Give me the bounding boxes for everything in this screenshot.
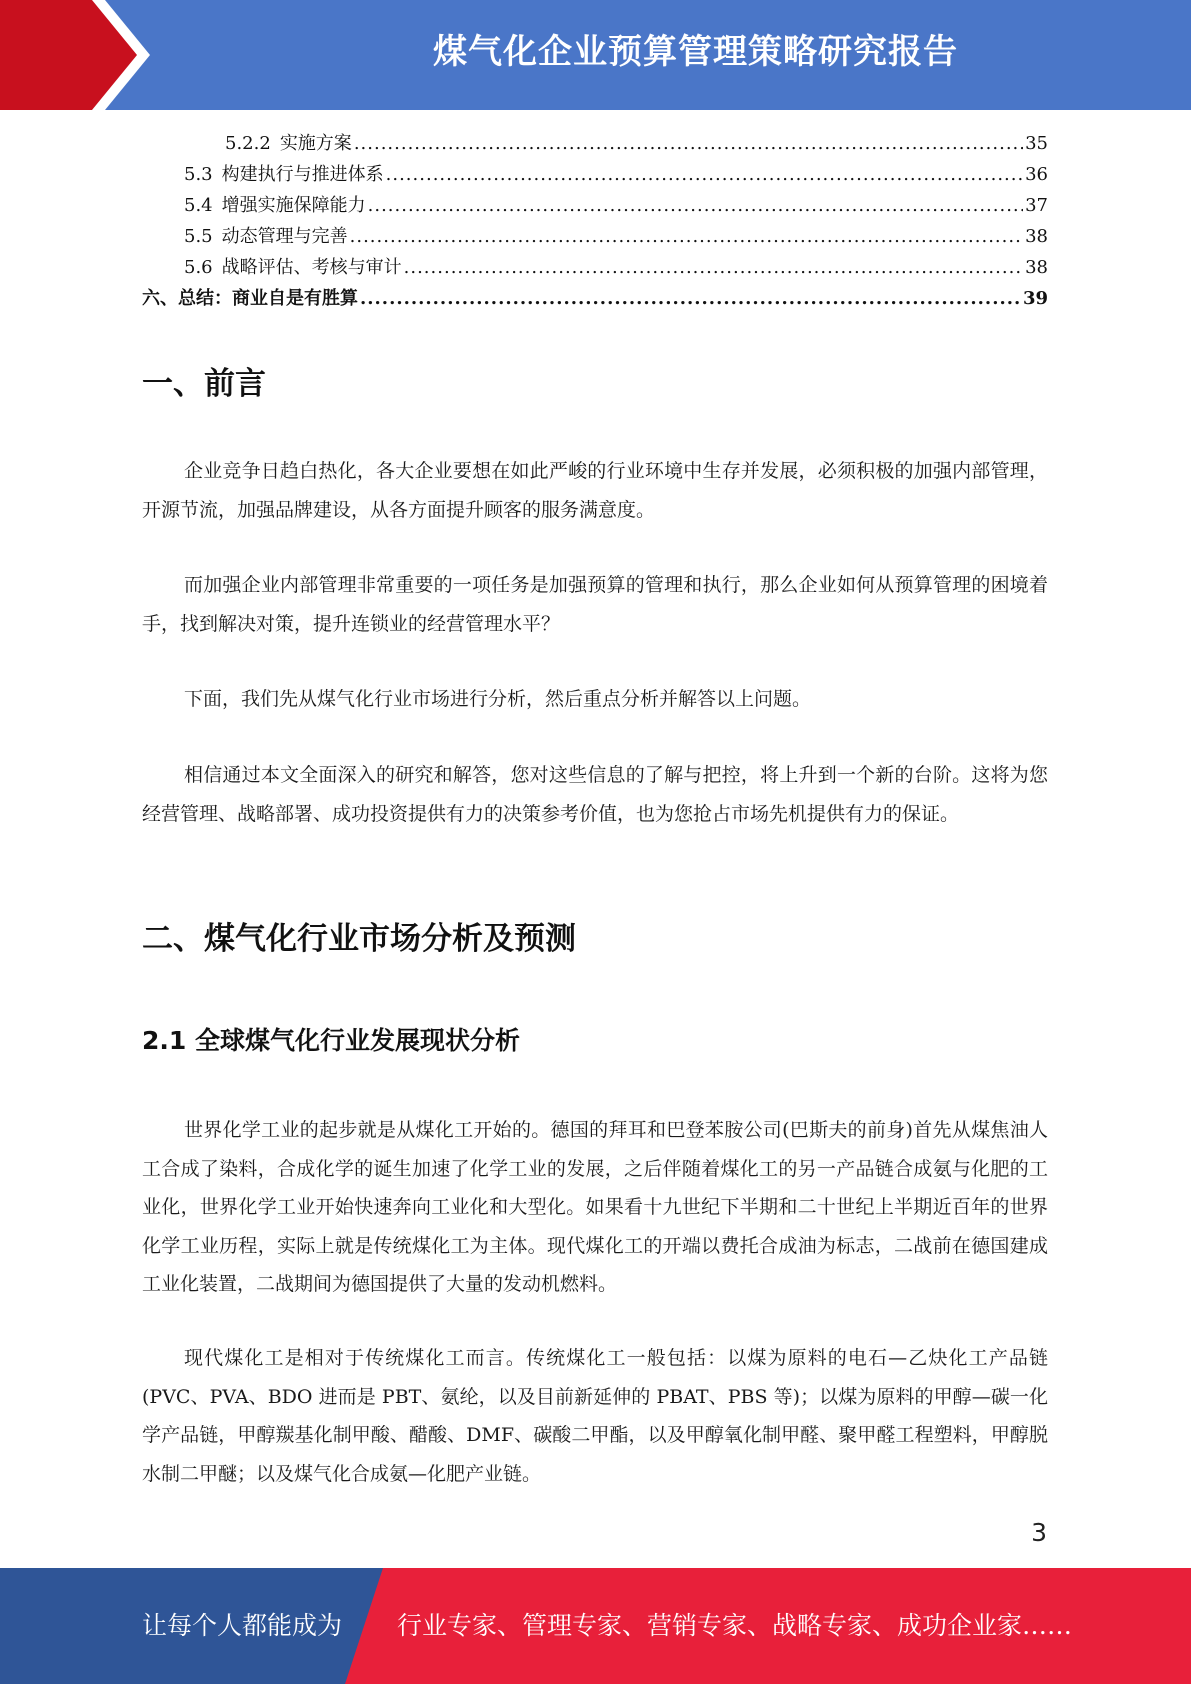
toc-entry-text: 战略评估、考核与审计 <box>221 257 402 278</box>
toc-leader-dots <box>404 252 1023 283</box>
toc-leader-dots <box>350 221 1023 252</box>
toc-entry-text: 实施方案 <box>279 133 352 154</box>
toc-entry-number: 5.4 <box>184 195 213 216</box>
toc-entry-number: 5.2.2 <box>225 133 271 154</box>
toc-entry-page: 35 <box>1025 133 1048 154</box>
toc-leader-dots <box>386 159 1023 190</box>
table-of-contents <box>142 128 1048 314</box>
toc-entry-text: 六、总结：商业自是有胜算 <box>142 288 358 309</box>
section-heading: 一、前言 <box>142 366 266 402</box>
toc-entry-page: 38 <box>1025 226 1048 247</box>
toc-leader-dots <box>368 190 1023 221</box>
body-paragraph: 世界化学工业的起步就是从煤化工开始的。德国的拜耳和巴登苯胺公司(巴斯夫的前身)首先从煤焦油人工合成了染料，合成化学的诞生加速了化学工业的发展，之后伴随着煤化工的另一产品链合成氨与化肥的工业化，世界化学工业开始快速奔向工业化和大型化。如果看十九世纪下半期和二十世纪上半期近百年的世界化学工业历程，实际上就是传统煤化工为主体。现代煤化工的开端以费托合成油为标志，二战前在德国建成工业化装置，二战期间为德国提供了大量的发动机燃料。 <box>142 1119 1048 1295</box>
toc-entry-text: 增强实施保障能力 <box>221 195 366 216</box>
subsection-heading: 2.1 全球煤气化行业发展现状分析 <box>142 1026 520 1055</box>
page-header <box>0 0 1191 110</box>
toc-entry[interactable] <box>142 159 1048 190</box>
body-paragraph: 相信通过本文全面深入的研究和解答，您对这些信息的了解与把控，将上升到一个新的台阶。这将为您经营管理、战略部署、成功投资提供有力的决策参考价值，也为您抢占市场先机提供有力的保证。 <box>142 764 1048 825</box>
body-paragraph: 下面，我们先从煤气化行业市场进行分析，然后重点分析并解答以上问题。 <box>184 688 812 710</box>
toc-entry-page: 37 <box>1025 195 1048 216</box>
body-paragraph: 现代煤化工是相对于传统煤化工而言。传统煤化工一般包括：以煤为原料的电石—乙炔化工产品链(PVC、PVA、BDO 进而是 PBT、氨纶，以及目前新延伸的 PBAT、PBS 等)；以煤为原料的甲醇—碳一化学产品链，甲醇羰基化制甲酸、醋酸、DMF、碳酸二甲酯，以及甲醇氧化制甲醛、聚甲醛工程塑料，甲醇脱水制二甲醚；以及煤气化合成氨—化肥产业链。 <box>142 1347 1048 1485</box>
header-arrow-decoration <box>0 0 160 110</box>
toc-entry-page: 38 <box>1025 257 1048 278</box>
toc-entry[interactable] <box>142 128 1048 159</box>
toc-entry-text: 动态管理与完善 <box>221 226 348 247</box>
footer-slogan-left: 让每个人都能成为 <box>142 1611 343 1640</box>
page-footer <box>0 1568 1191 1684</box>
toc-entry-text: 构建执行与推进体系 <box>221 164 384 185</box>
toc-entry[interactable] <box>142 283 1048 314</box>
toc-entry[interactable] <box>142 252 1048 283</box>
toc-entry-number: 5.6 <box>184 257 213 278</box>
toc-entry[interactable] <box>142 221 1048 252</box>
toc-entry-number: 5.3 <box>184 164 213 185</box>
report-title: 煤气化企业预算管理策略研究报告 <box>433 32 958 72</box>
toc-leader-dots <box>360 283 1021 314</box>
page-number: 3 <box>1031 1518 1047 1547</box>
toc-entry[interactable] <box>142 190 1048 221</box>
body-paragraph: 而加强企业内部管理非常重要的一项任务是加强预算的管理和执行，那么企业如何从预算管理的困境着手，找到解决对策，提升连锁业的经营管理水平？ <box>142 574 1048 635</box>
section-heading: 二、煤气化行业市场分析及预测 <box>142 921 576 957</box>
body-paragraph: 企业竞争日趋白热化，各大企业要想在如此严峻的行业环境中生存并发展，必须积极的加强内部管理，开源节流，加强品牌建设，从各方面提升顾客的服务满意度。 <box>142 460 1048 521</box>
toc-entry-page: 36 <box>1025 164 1048 185</box>
footer-slogan-right: 行业专家、管理专家、营销专家、战略专家、成功企业家…… <box>397 1611 1073 1640</box>
toc-entry-page: 39 <box>1022 288 1048 309</box>
toc-entry-number: 5.5 <box>184 226 213 247</box>
toc-leader-dots <box>354 128 1023 159</box>
